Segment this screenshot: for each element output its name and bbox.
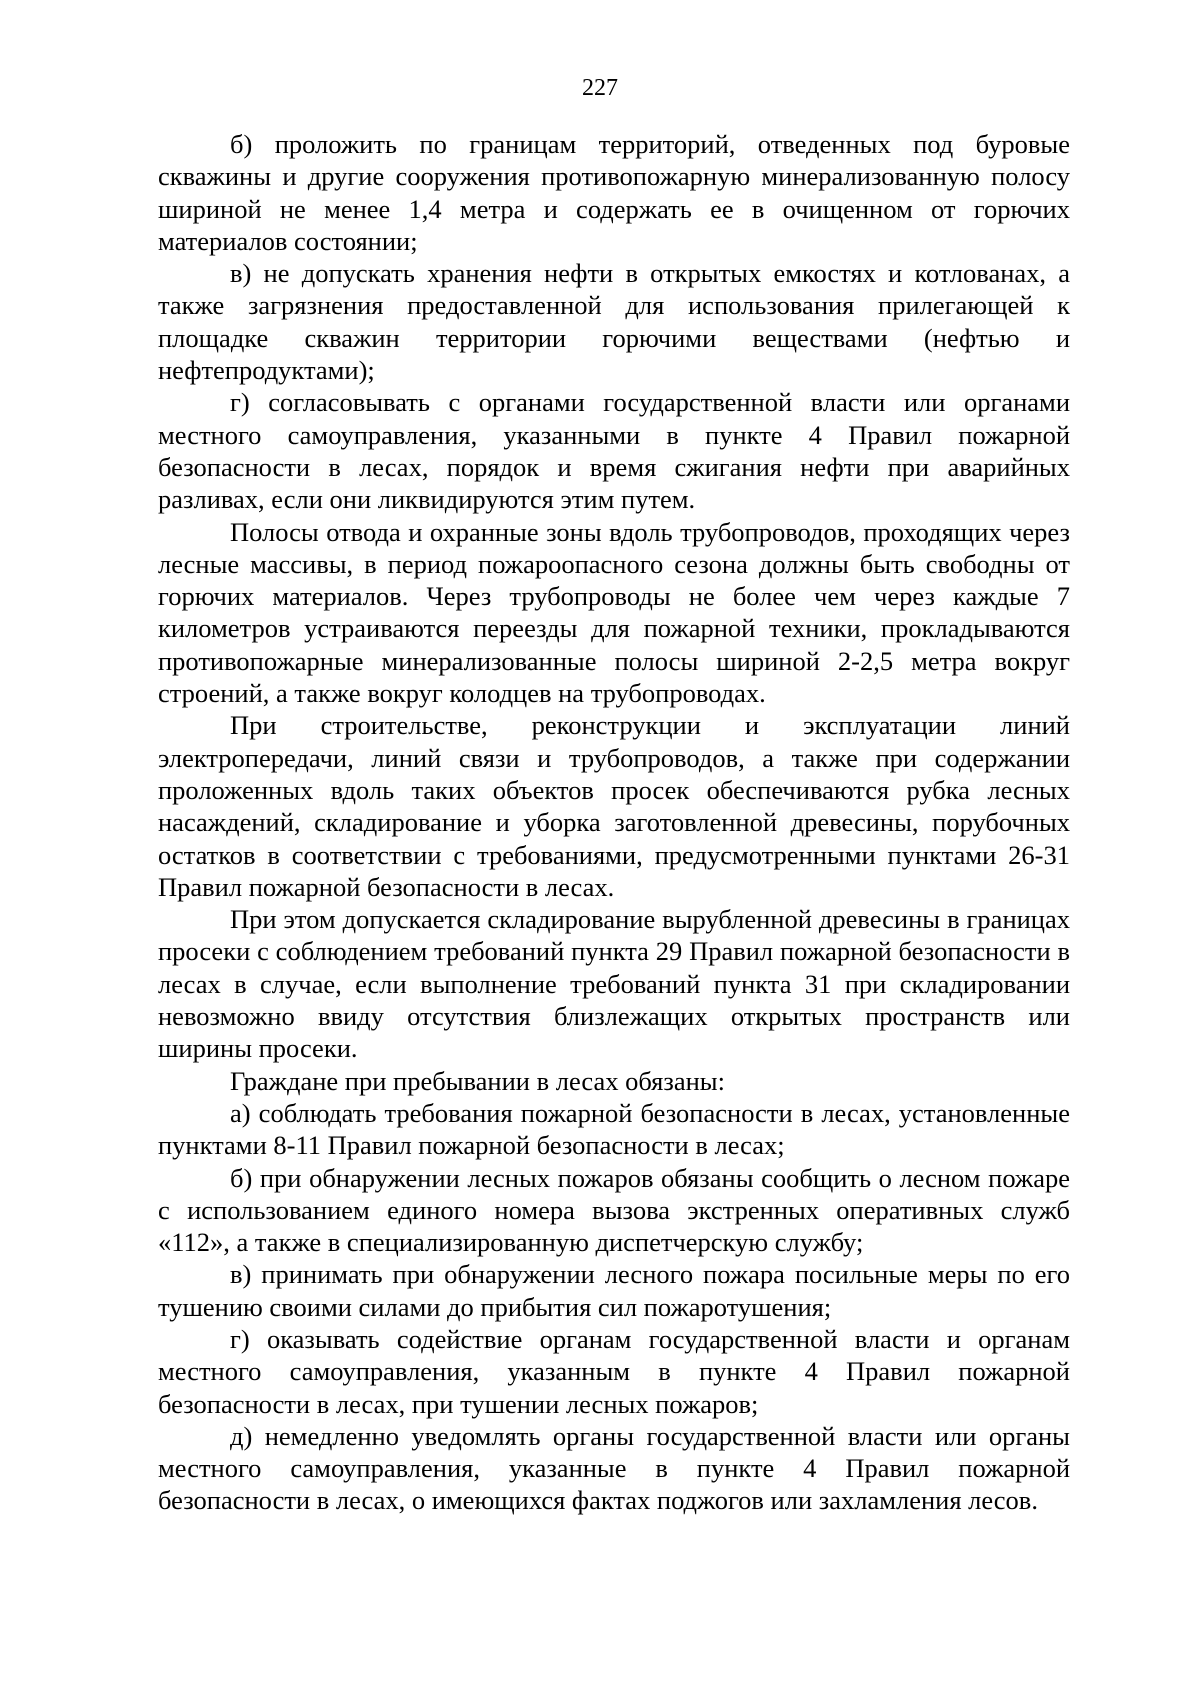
paragraph-power-lines: При строительстве, реконструкции и эксплуатации линий электропередачи, линий связи и трубопроводов, а также при содержании проложенных вдоль таких объектов просек обеспечиваются рубка лесных насаждений, складирование и уборка заготовленной древесины, порубочных остатков в соответствии с требованиями, предусмотренными пунктами 26-31 Правил пожарной безопасности в лесах. [158, 710, 1070, 902]
paragraph-v-oil-storage: в) не допускать хранения нефти в открытых емкостях и котлованах, а также загрязнения предоставленной для использования прилегающей к площадке скважин территории горючими веществами (нефтью и нефтепродуктами); [158, 258, 1070, 386]
paragraph-v-extinguish: в) принимать при обнаружении лесного пожара посильные меры по его тушению своими силами до прибытия сил пожаротушения; [158, 1259, 1070, 1322]
paragraph-timber-storage: При этом допускается складирование вырубленной древесины в границах просеки с соблюдением требований пункта 29 Правил пожарной безопасности в лесах в случае, если выполнение требований пункта 31 при складировании невозможно ввиду отсутствия близлежащих открытых пространств или ширины просеки. [158, 904, 1070, 1064]
paragraph-d-notify: д) немедленно уведомлять органы государственной власти или органы местного самоуправления, указанные в пункте 4 Правил пожарной безопасности в лесах, о имеющихся фактах поджогов или захламления лесов. [158, 1420, 1070, 1516]
paragraph-citizens-duties: Граждане при пребывании в лесах обязаны: [230, 1065, 725, 1096]
paragraph-b-report-fire: б) при обнаружении лесных пожаров обязаны сообщить о лесном пожаре с использованием единого номера вызова экстренных оперативных служб «112», а также в специализированную диспетчерскую службу; [158, 1162, 1070, 1258]
paragraph-g-assist: г) оказывать содействие органам государственной власти и органам местного самоуправления, указанным в пункте 4 Правил пожарной безопасности в лесах, при тушении лесных пожаров; [158, 1323, 1070, 1419]
paragraph-g-oil-burning: г) согласовывать с органами государственной власти или органами местного самоуправления, указанными в пункте 4 Правил пожарной безопасности в лесах, порядок и время сжигания нефти при аварийных разливах, если они ликвидируются этим путем. [158, 387, 1070, 515]
paragraph-b-mineral-strip: б) проложить по границам территорий, отведенных под буровые скважины и другие сооружения противопожарную минерализованную полосу шириной не менее 1,4 метра и содержать ее в очищенном от горючих материалов состоянии; [158, 129, 1070, 256]
paragraph-a-fire-safety: а) соблюдать требования пожарной безопасности в лесах, установленные пунктами 8-11 Правил пожарной безопасности в лесах; [158, 1097, 1070, 1161]
paragraph-pipeline-zones: Полосы отвода и охранные зоны вдоль трубопроводов, проходящих через лесные массивы, в период пожароопасного сезона должны быть свободны от горючих материалов. Через трубопроводы не более чем через каждые 7 километров устраиваются переезды для пожарной техники, прокладываются противопожарные минерализованные полосы шириной 2-2,5 метра вокруг строений, а также вокруг колодцев на трубопроводах. [158, 516, 1070, 709]
document-body [158, 128, 1070, 1517]
page-number: 227 [582, 75, 618, 101]
